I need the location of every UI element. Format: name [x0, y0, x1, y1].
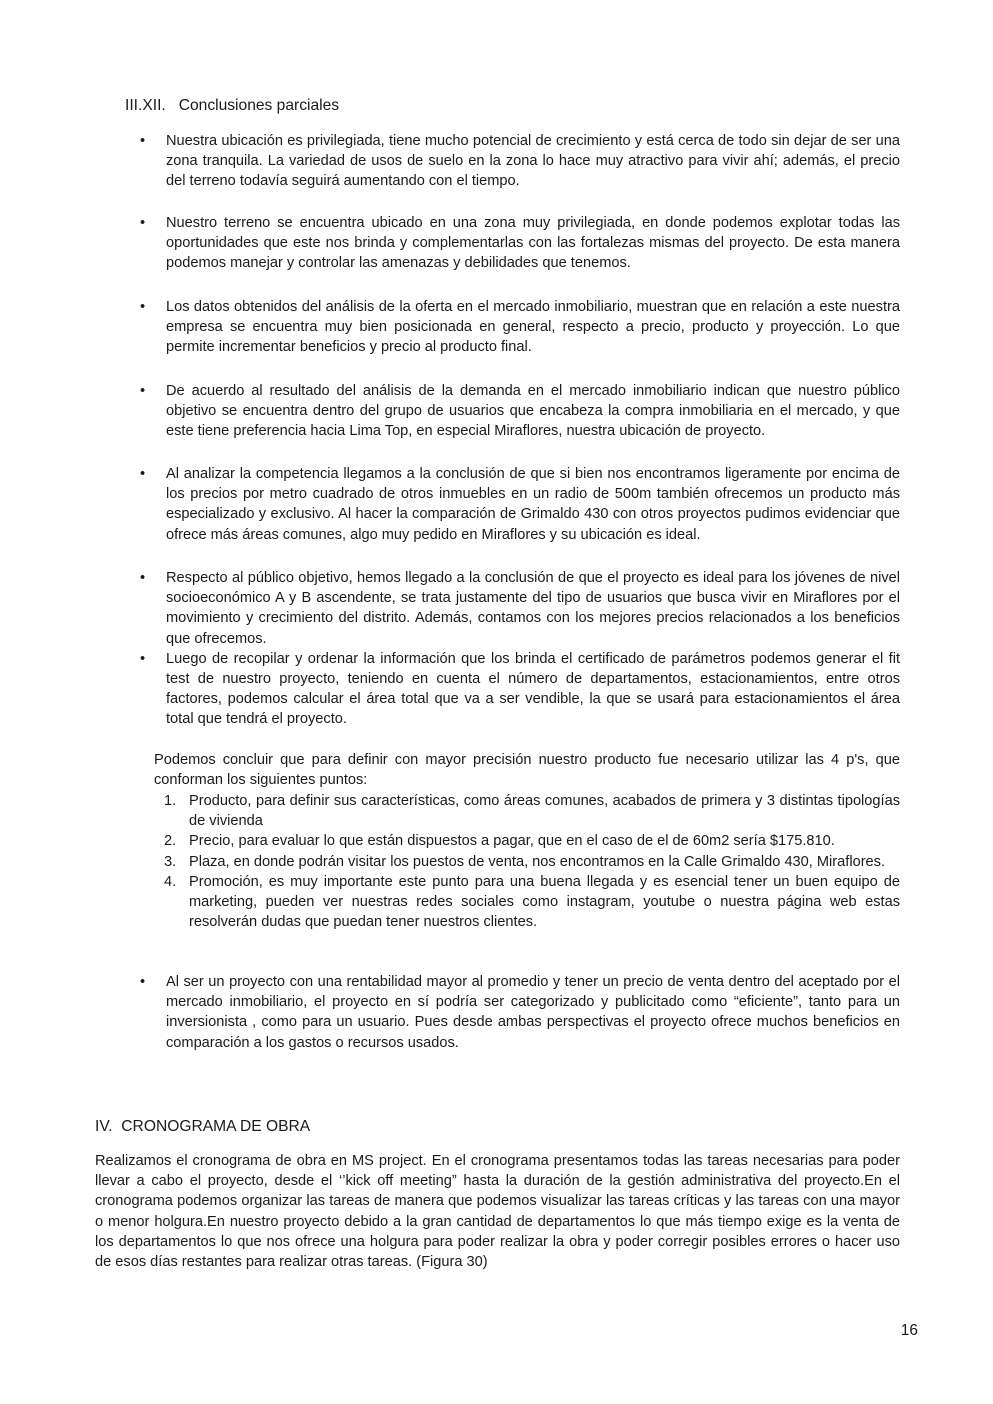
bullet-text: Al analizar la competencia llegamos a la conclusión de que si bien nos encontramos ligeramente por encima de los precios por metro cuadrado de otros inmuebles en un radio de 500m también ofrecemos un producto más especializado y exclusivo. Al hacer la comparación de Grimaldo 430 con otros proyectos pudimos evidenciar que ofrece más áreas comunes, algo muy pedido en Miraflores y su ubicación es ideal. [166, 466, 900, 543]
list-item-number: 4. [164, 873, 177, 890]
bullet-marker: • [140, 974, 146, 990]
bullet-5 [120, 464, 900, 545]
bullet-final [120, 972, 900, 1053]
bullet-marker: • [140, 215, 146, 231]
bullet-text: Al ser un proyecto con una rentabilidad mayor al promedio y tener un precio de venta dentro del aceptado por el mercado inmobiliario, el proyecto en sí podría ser categorizado y publicitado como “eficiente”, tanto para un inversionista , como para un usuario. Pues desde ambas perspectivas el proyecto ofrece muchos beneficios en comparación a los gastos o recursos usados. [166, 974, 900, 1051]
section-heading-cronograma: IV. CRONOGRAMA DE OBRA [95, 1118, 311, 1135]
bullet-text: Luego de recopilar y ordenar la información que los brinda el certificado de parámetros podemos generar el fit test de nuestro proyecto, teniendo en cuenta el número de departamentos, estacionamientos, entre otros factores, podemos calcular el área total que va a ser vendible, la que se usará para estacionamientos el área total que tendrá el proyecto. [166, 650, 900, 728]
list-item [154, 831, 900, 851]
list-item [154, 791, 900, 831]
bullet-marker: • [140, 299, 146, 315]
list-item-text: Plaza, en donde podrán visitar los puestos de venta, nos encontramos en la Calle Grimaldo 430, Miraflores. [189, 853, 886, 870]
page-number: 16 [900, 1322, 918, 1339]
list-item-text: Precio, para evaluar lo que están dispuestos a pagar, que en el caso de el de 60m2 sería $175.810. [189, 833, 835, 850]
bullet-marker: • [140, 133, 146, 149]
bullet-1 [120, 131, 900, 192]
list-item-text: Producto, para definir sus características, como áreas comunes, acabados de primera y 3 distintas tipologías de vivienda [189, 793, 900, 830]
four-ps-intro: Podemos concluir que para definir con mayor precisión nuestro producto fue necesario utilizar las 4 p's, que conforman los siguientes puntos: [154, 752, 900, 789]
four-ps-list [154, 791, 900, 932]
cronograma-paragraph: Realizamos el cronograma de obra en MS project. En el cronograma presentamos todas las tareas necesarias para poder llevar a cabo el proyecto, desde el ‘’kick off meeting” hasta la duración de la gestión administrativa del proyecto.En el cronograma podemos organizar las tareas de manera que podemos visualizar las tareas críticas y las tareas con una mayor o menor holgura.En nuestro proyecto debido a la gran cantidad de departamentos lo que más tiempo exige es la venta de los departamentos lo que nos ofrece una holgura para poder realizar la obra y poder corregir posibles errores o hacer uso de esos días restantes para realizar otras tareas. (Figura 30) [95, 1153, 900, 1271]
section-heading-conclusiones: III.XII. Conclusiones parciales [125, 97, 340, 114]
list-item-number: 1. [164, 793, 177, 809]
bullet-text: Nuestra ubicación es privilegiada, tiene mucho potencial de crecimiento y está cerca de todo sin dejar de ser una zona tranquila. La variedad de usos de suelo en la zona lo hace muy atractivo para vivir ahí; además, el precio del terreno todavía seguirá aumentando con el tiempo. [166, 133, 900, 190]
bullet-4 [120, 381, 900, 442]
bullet-marker: • [140, 466, 146, 482]
list-item-number: 2. [164, 833, 177, 850]
list-item [154, 872, 900, 933]
bullet-marker: • [140, 650, 146, 667]
bullet-3 [120, 297, 900, 358]
bullet-6-7 [120, 568, 900, 730]
bullet-marker: • [140, 383, 146, 399]
bullet-marker: • [140, 570, 146, 586]
bullet-text: Los datos obtenidos del análisis de la oferta en el mercado inmobiliario, muestran que en relación a este nuestra empresa se encuentra muy bien posicionada en general, respecto a precio, producto y proyección. Lo que permite incrementar beneficios y precio al producto final. [166, 299, 900, 356]
bullet-text: Respecto al público objetivo, hemos llegado a la conclusión de que el proyecto es ideal para los jóvenes de nivel socioeconómico A y B ascendente, se trata justamente del tipo de usuarios que busca vivir en Miraflores por el movimiento y crecimiento del distrito. Además, contamos con los mejores precios relacionados a los beneficios que ofrecemos. [166, 570, 900, 647]
list-item-number: 3. [164, 853, 177, 870]
bullet-2 [120, 213, 900, 274]
bullet-text: Nuestro terreno se encuentra ubicado en una zona muy privilegiada, en donde podemos explotar todas las oportunidades que este nos brinda y complementarlas con las fortalezas mismas del proyecto. De esta manera podemos manejar y controlar las amenazas y debilidades que tenemos. [166, 215, 900, 272]
list-item [154, 852, 900, 872]
bullet-text: De acuerdo al resultado del análisis de la demanda en el mercado inmobiliario indican que nuestro público objetivo se encuentra dentro del grupo de usuarios que encabeza la compra inmobiliaria en el mercado, y que este tiene preferencia hacia Lima Top, en especial Miraflores, nuestra ubicación de proyecto. [166, 383, 900, 440]
list-item-text: Promoción, es muy importante este punto para una buena llegada y es esencial tener un buen equipo de marketing, pueden ver nuestras redes sociales como instagram, youtube o nuestra página web estas resolverán dudas que puedan tener nuestros clientes. [189, 873, 900, 931]
